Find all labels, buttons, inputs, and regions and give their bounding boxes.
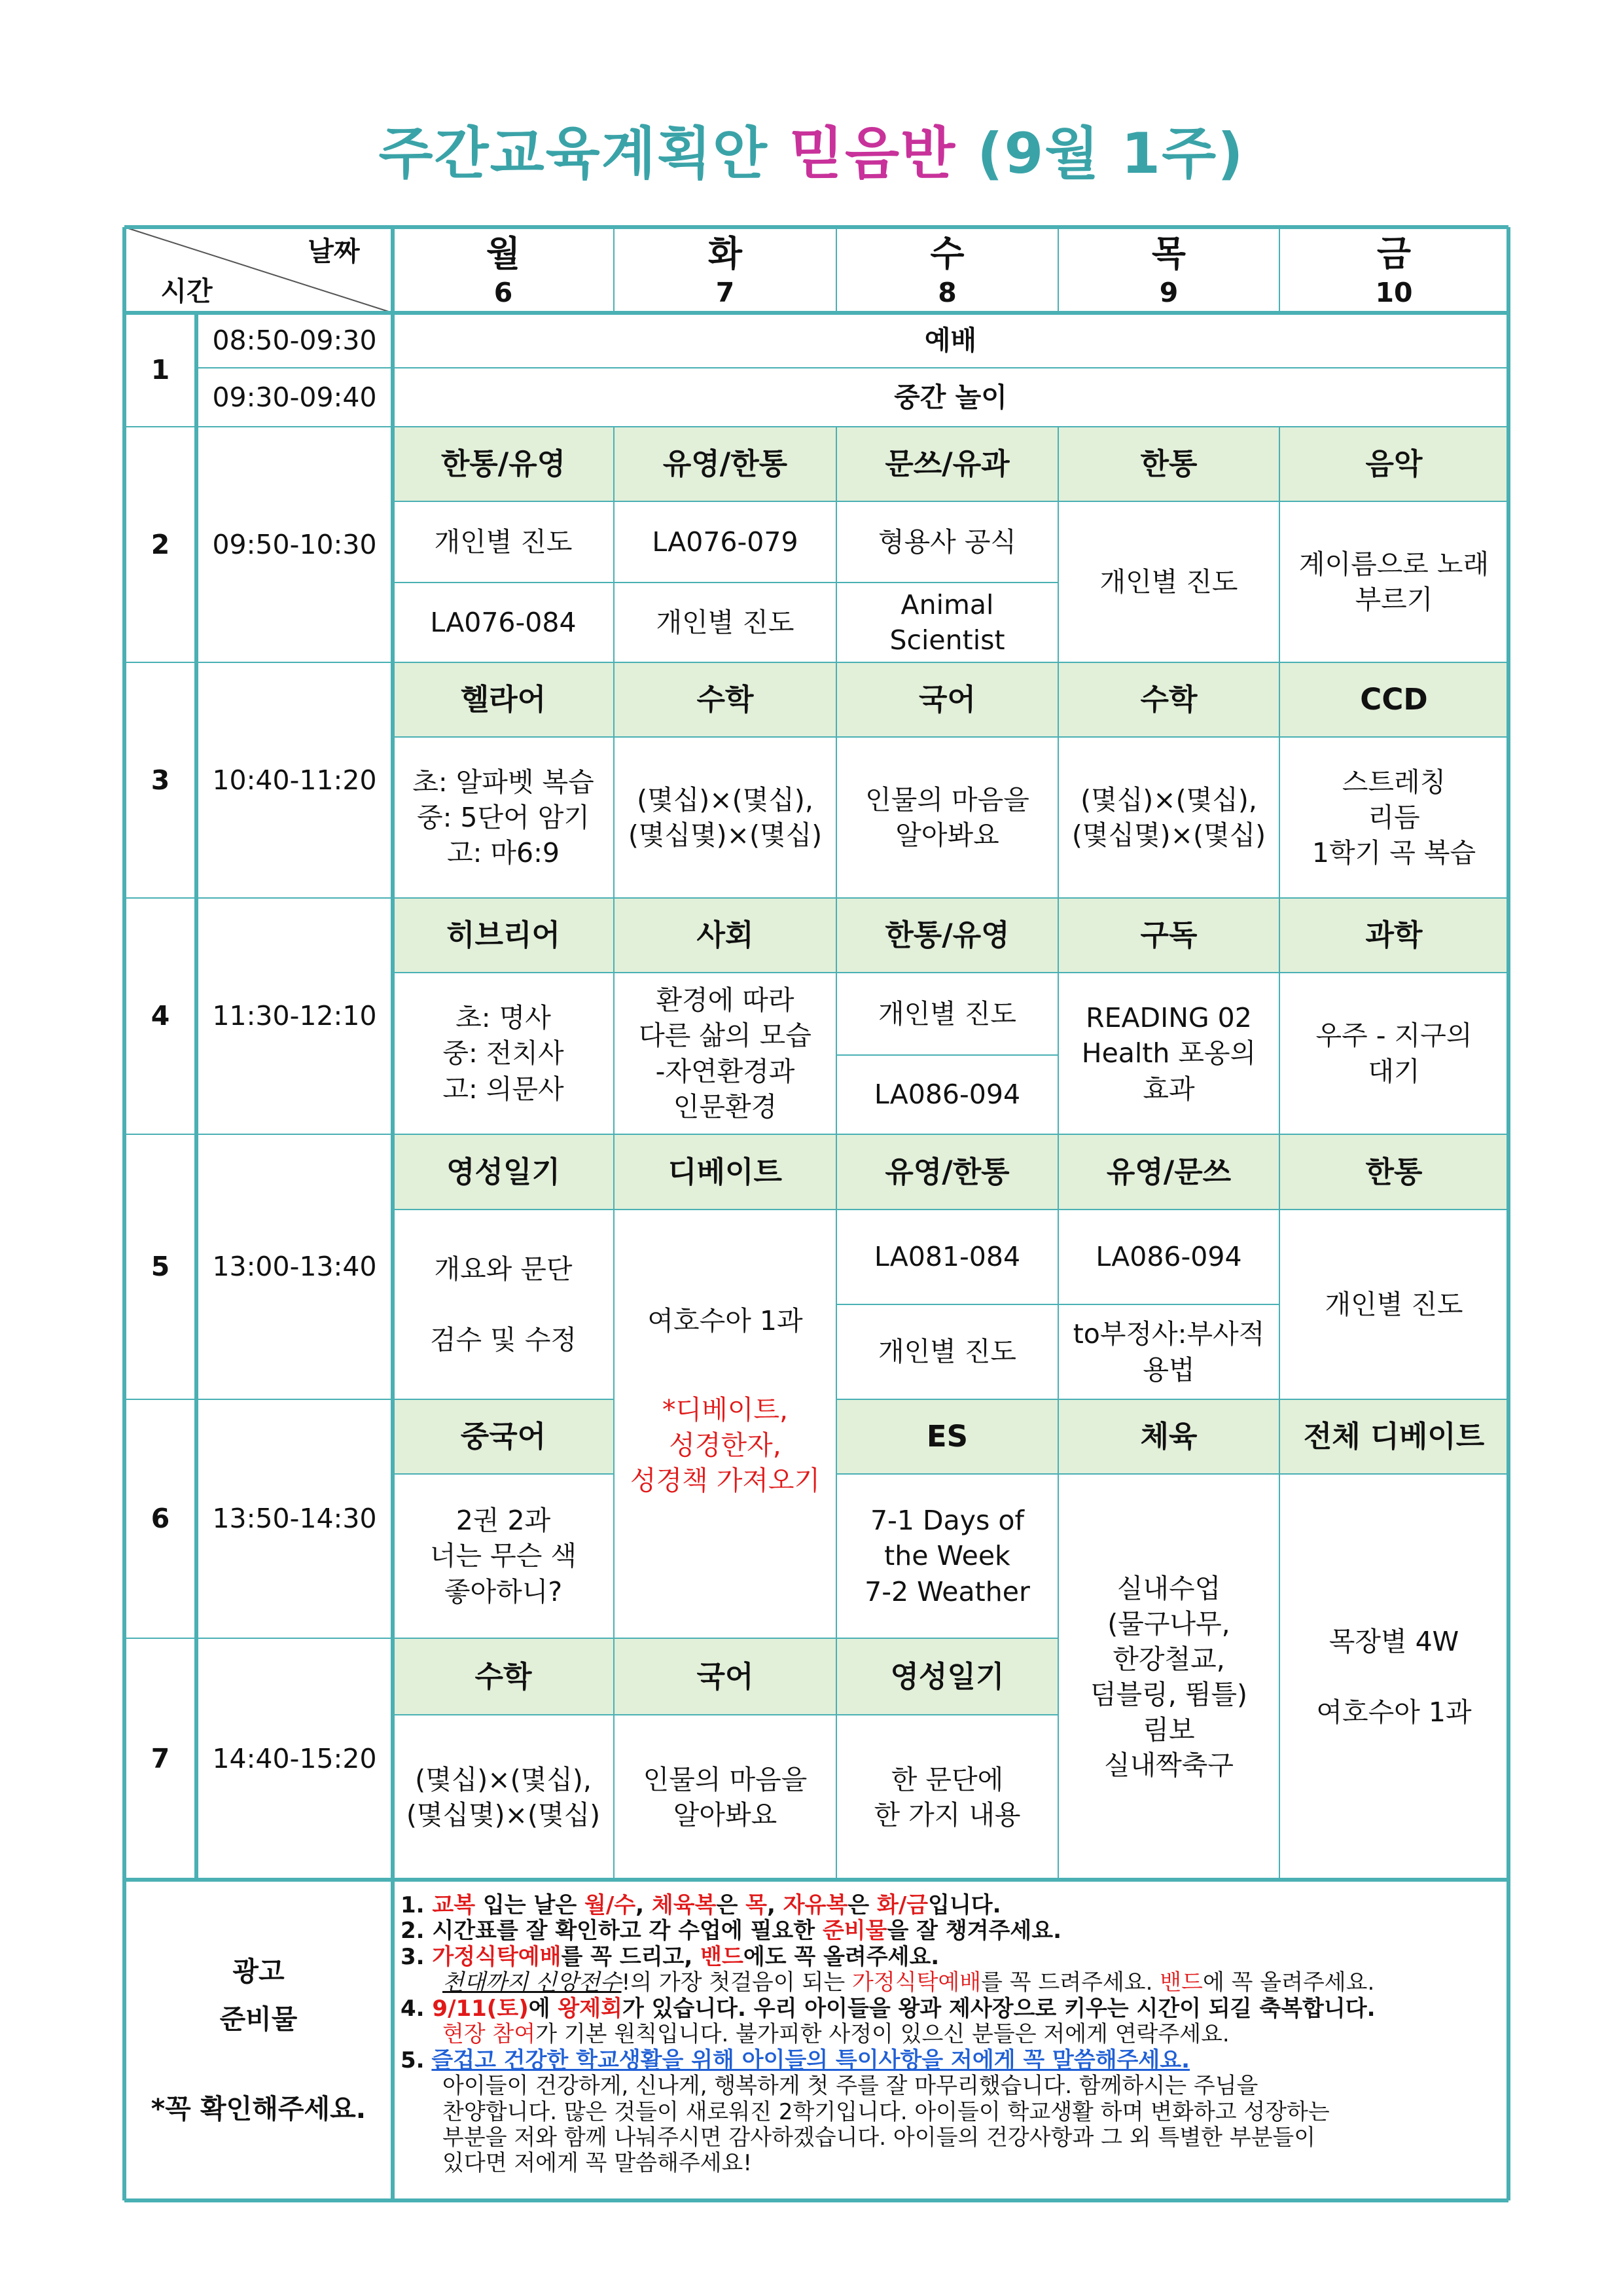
title-week: (9월 1주)	[977, 121, 1245, 187]
table-border	[124, 225, 1508, 229]
lesson-cell: 개인별 진도	[1325, 1288, 1463, 1320]
lesson-cell: LA076-079	[652, 526, 798, 558]
day-name: 수	[930, 232, 965, 274]
notice-label: *꼭 확인해주세요.	[151, 2093, 366, 2125]
subject-header: 헬라어	[393, 662, 614, 737]
notice-content	[401, 1893, 1513, 2177]
table-border	[393, 1714, 836, 1715]
subject-header: 유영/한통	[836, 1134, 1058, 1210]
day-date: 10	[1375, 276, 1413, 308]
table-border	[1058, 427, 1059, 1880]
lesson-cell: 개인별 진도	[1099, 565, 1238, 598]
table-border	[196, 367, 1508, 368]
subject-header: 국어	[614, 1638, 836, 1715]
lesson-cell: (몇십)×(몇십), (몇십몇)×(몇십)	[1071, 783, 1266, 851]
subject-header: 구독	[1058, 898, 1279, 973]
table-border	[393, 972, 1508, 973]
period-time: 14:40-15:20	[212, 1743, 377, 1775]
period-time: 09:30-09:40	[212, 381, 377, 413]
lesson-cell: (몇십)×(몇십), (몇십몇)×(몇십)	[406, 1763, 601, 1831]
subject-header: CCD	[1279, 662, 1508, 737]
lesson-cell: 개인별 진도	[656, 606, 794, 638]
table-border	[124, 426, 1508, 427]
table-border	[836, 427, 837, 1880]
subject-header: 한통	[1279, 1134, 1508, 1210]
period-number: 3	[151, 764, 170, 796]
subject-header: 과학	[1279, 898, 1508, 973]
day-name: 금	[1376, 232, 1412, 274]
lesson-note: *디베이트, 성경한자, 성경책 가져오기	[630, 1393, 821, 1497]
lesson-cell: (몇십)×(몇십), (몇십몇)×(몇십)	[628, 783, 823, 851]
lesson-cell: 초: 명사 중: 전치사 고: 의문사	[442, 1002, 564, 1105]
day-name: 화	[707, 232, 743, 274]
lesson-cell: 우주 - 지구의 대기	[1315, 1020, 1472, 1087]
period-number: 4	[151, 1000, 170, 1032]
subject-header: 한통/유영	[393, 427, 614, 501]
table-border	[391, 227, 395, 2200]
subject-header: 체육	[1058, 1399, 1279, 1474]
subject-header: 히브리어	[393, 898, 614, 973]
table-border	[1279, 427, 1280, 1880]
table-border	[836, 227, 837, 313]
table-border	[122, 227, 126, 2200]
lesson-cell: 계이름으로 노래 부르기	[1298, 548, 1489, 615]
lesson-cell: 개인별 진도	[434, 526, 573, 558]
lesson-cell: to부정사:부사적 용법	[1073, 1318, 1265, 1386]
lesson-cell: 개인별 진도	[878, 1336, 1017, 1368]
notice-5-detail-3: 부분을 저와 함께 나눠주시면 감사하겠습니다. 아이들의 건강사항과 그 외 특별한 부분들이	[442, 2124, 1316, 2151]
table-border	[836, 582, 1058, 583]
lesson-cell: 초: 알파벳 복습 중: 5단어 암기 고: 마6:9	[412, 766, 594, 869]
table-border	[124, 1134, 1508, 1135]
table-border	[393, 1209, 1508, 1210]
break-play-cell: 중간 놀이	[894, 381, 1007, 413]
title-class: 믿음반	[789, 121, 957, 187]
period-number: 1	[151, 353, 170, 386]
day-name: 목	[1151, 232, 1186, 274]
table-border	[1058, 227, 1059, 313]
table-border	[393, 736, 1508, 738]
period-number: 5	[151, 1251, 170, 1283]
table-border	[836, 1054, 1058, 1056]
table-border	[124, 897, 1508, 899]
notice-2: 2. 시간표를 잘 확인하고 각 수업에 필요한 준비물을 잘 챙겨주세요.	[401, 1918, 1061, 1945]
time-label: 시간	[160, 275, 213, 307]
subject-header: 디베이트	[614, 1134, 836, 1210]
subject-header: 유영/문쓰	[1058, 1134, 1279, 1210]
period-time: 09:50-10:30	[212, 528, 377, 560]
table-border	[124, 1638, 836, 1639]
lesson-cell: 스트레칭 리듬 1학기 곡 복습	[1311, 766, 1476, 869]
day-date: 7	[715, 276, 735, 308]
day-date: 6	[493, 276, 513, 308]
lesson-cell: LA086-094	[874, 1079, 1021, 1111]
table-border	[393, 501, 1508, 502]
notice-1: 1. 교복 입는 날은 월/수, 체육복은 목, 자유복은 화/금입니다.	[401, 1892, 1001, 1918]
period-time: 13:50-14:30	[212, 1503, 377, 1535]
lesson-cell: 7-1 Days of the Week 7-2 Weather	[865, 1505, 1030, 1607]
notice-4: 4. 9/11(토)에 왕제회가 있습니다. 우리 아이들을 왕과 제사장으로 키우는 시간이 되길 축복합니다.	[401, 1995, 1376, 2022]
lesson-cell: READING 02 Health 포옹의 효과	[1081, 1002, 1257, 1105]
lesson-cell: 인물의 마음을 알아봐요	[643, 1763, 808, 1831]
lesson-cell: 개인별 진도	[878, 997, 1017, 1030]
subject-header: 음악	[1279, 427, 1508, 501]
notice-4-detail: 현장 참여가 기본 원칙입니다. 불가피한 사정이 있으신 분들은 저에게 연락주세요.	[442, 2021, 1230, 2048]
table-border	[836, 1714, 1058, 1715]
subject-header: 수학	[614, 662, 836, 737]
subject-header: 사회	[614, 898, 836, 973]
table-border	[1058, 1304, 1279, 1305]
subject-header: 영성일기	[836, 1638, 1058, 1715]
lesson-cell: 개요와 문단 검수 및 수정	[429, 1253, 577, 1356]
table-border	[836, 1638, 1058, 1639]
lesson-cell: 여호수아 1과	[647, 1304, 803, 1336]
period-number: 7	[151, 1743, 170, 1775]
subject-header: 한통/유영	[836, 898, 1058, 973]
table-border	[836, 1473, 1508, 1475]
notice-5-detail-1: 아이들이 건강하게, 신나게, 행복하게 첫 주를 잘 마무리했습니다. 함께하시는 주님을	[442, 2073, 1258, 2100]
table-border	[124, 311, 1508, 315]
lesson-cell: LA081-084	[874, 1241, 1021, 1273]
table-border	[124, 662, 1508, 663]
table-border	[1279, 227, 1280, 313]
lesson-cell: 실내수업 (물구나무, 한강철교, 덤블링, 뜀틀) 림보 실내짝축구	[1090, 1572, 1248, 1782]
period-time: 08:50-09:30	[212, 324, 377, 356]
worship-cell: 예배	[924, 324, 977, 356]
subject-header: 수학	[393, 1638, 614, 1715]
lesson-cell: 환경에 따라 다른 삶의 모습 -자연환경과 인문환경	[639, 984, 812, 1122]
subject-header: 유영/한통	[614, 427, 836, 501]
diagonal-line	[124, 227, 393, 313]
day-name: 월	[486, 232, 521, 274]
subject-header: 문쓰/유과	[836, 427, 1058, 501]
subject-header: 국어	[836, 662, 1058, 737]
notice-5-detail-4: 있다면 저에게 꼭 말씀해주세요!	[442, 2150, 753, 2177]
period-number: 2	[151, 528, 170, 560]
lesson-cell: Animal Scientist	[889, 588, 1005, 656]
table-border	[836, 1304, 1058, 1305]
notice-3-detail: 천대까지 신앙전수!의 가장 첫걸음이 되는 가정식탁예배를 꼭 드려주세요. 밴드에 꼭 올려주세요.	[442, 1969, 1375, 1996]
lesson-cell: 목장별 4W 여호수아 1과	[1316, 1625, 1472, 1729]
period-number: 6	[151, 1503, 170, 1535]
notice-5-detail-2: 찬양합니다. 많은 것들이 새로워진 2학기입니다. 아이들이 학교생활 하며 변화하고 성장하는	[442, 2098, 1330, 2125]
period-time: 13:00-13:40	[212, 1251, 377, 1283]
title-main: 주간교육계획안	[378, 121, 768, 187]
lesson-cell: 인물의 마음을 알아봐요	[865, 783, 1029, 851]
period-time: 11:30-12:10	[212, 1000, 377, 1032]
notice-label: 광고	[232, 1956, 285, 1988]
subject-header: 수학	[1058, 662, 1279, 737]
table-border	[393, 582, 836, 583]
notice-5: 5. 즐겁고 건강한 학교생활을 위해 아이들의 특이사항을 저에게 꼭 말씀해주세요.	[401, 2047, 1190, 2073]
lesson-cell: LA086-094	[1096, 1241, 1242, 1273]
table-border	[613, 227, 615, 313]
subject-header: ES	[836, 1399, 1058, 1474]
table-border	[613, 427, 615, 1880]
day-date: 8	[938, 276, 957, 308]
lesson-cell: 한 문단에 한 가지 내용	[874, 1763, 1021, 1831]
lesson-cell: 형용사 공식	[878, 526, 1017, 558]
notice-3: 3. 가정식탁예배를 꼭 드리고, 밴드에도 꼭 올려주세요.	[401, 1943, 940, 1970]
table-border	[194, 313, 198, 1880]
date-label: 날짜	[308, 235, 360, 267]
day-date: 9	[1159, 276, 1179, 308]
subject-header: 전체 디베이트	[1279, 1399, 1508, 1474]
lesson-cell: 2권 2과 너는 무슨 색 좋아하니?	[429, 1505, 577, 1607]
table-border	[393, 1473, 614, 1475]
table-border	[124, 1878, 1508, 1882]
table-border	[124, 1399, 614, 1400]
table-border	[124, 2198, 1508, 2202]
subject-header: 중국어	[393, 1399, 614, 1474]
subject-header: 영성일기	[393, 1134, 614, 1210]
lesson-cell: LA076-084	[430, 606, 577, 638]
notice-label: 준비물	[219, 2003, 298, 2036]
table-border	[836, 1399, 1508, 1400]
subject-header: 한통	[1058, 427, 1279, 501]
period-time: 10:40-11:20	[212, 764, 377, 796]
